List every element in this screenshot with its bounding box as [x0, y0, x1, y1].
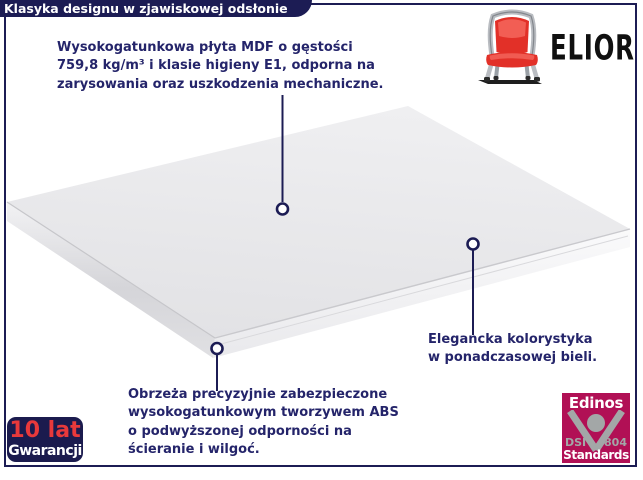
- callout-color-line2: w ponadczasowej bieli.: [428, 350, 598, 366]
- callout-color-line1: Elegancka kolorystyka: [428, 332, 593, 347]
- frame-bottom-line: [4, 465, 637, 467]
- brand-name: ELIOR: [550, 28, 635, 69]
- frame-left-line: [4, 14, 6, 465]
- standards-badge: [562, 393, 630, 463]
- callout-marker-edges: [212, 343, 223, 354]
- warranty-badge: [7, 417, 83, 462]
- callout-text-density: [57, 39, 383, 94]
- callout-density-line3: zarysowania oraz uszkodzenia mechaniczne.: [57, 76, 384, 92]
- callout-edges-line3: o podwyższonej odporności na: [128, 423, 352, 439]
- callout-edges-line1: Obrzeża precyzyjnie zabezpieczone: [128, 387, 388, 402]
- callout-text-edges: [128, 386, 399, 459]
- callout-marker-density: [277, 204, 288, 215]
- standards-label: Standards: [563, 448, 629, 462]
- banner-title: Klasyka designu w zjawiskowej odsłonie: [4, 1, 288, 16]
- elior-logo: [476, 8, 636, 86]
- callout-edges-line2: wysokogatunkowym tworzywem ABS: [128, 405, 399, 421]
- standards-right-code: 804: [604, 436, 627, 449]
- callout-density-line1: Wysokogatunkowa płyta MDF o gęstości: [57, 40, 353, 55]
- callout-text-color: [428, 331, 597, 368]
- warranty-label: Gwarancji: [8, 443, 82, 459]
- callout-edges-line4: ścieranie i wilgoć.: [128, 441, 260, 457]
- board-top-face: [7, 106, 630, 338]
- warranty-value: 10 lat: [9, 418, 81, 443]
- standards-brand: Edinos: [568, 394, 624, 412]
- header-banner: [0, 0, 312, 17]
- callout-density-line2: 759,8 kg/m³ i klasie higieny E1, odporna na: [57, 58, 375, 74]
- standards-left-code: DSI: [565, 436, 587, 449]
- callout-marker-color: [468, 239, 479, 250]
- frame-top-line: [292, 3, 637, 5]
- red-chair-icon: [476, 8, 548, 86]
